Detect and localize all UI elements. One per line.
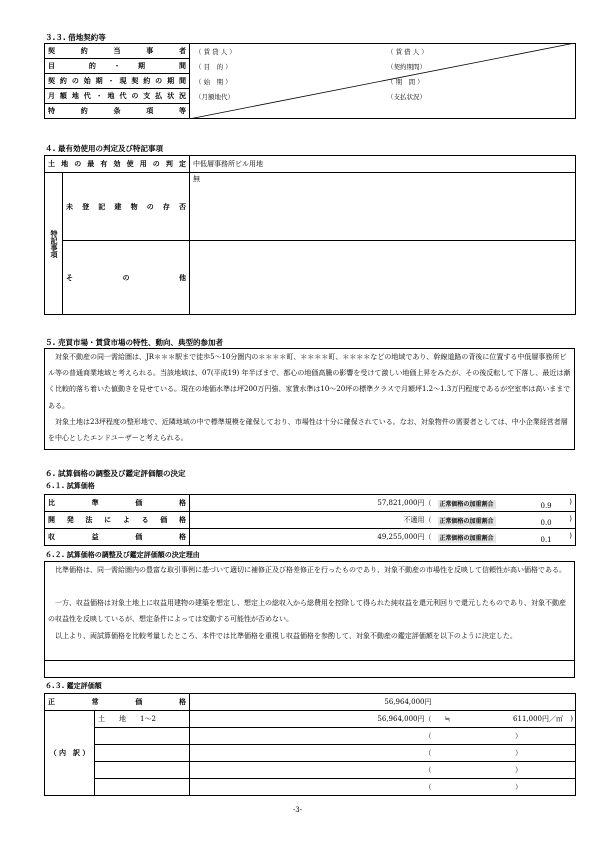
normal-price-label: 正 常 価 格: [45, 694, 190, 711]
highest-best-use-table: [44, 155, 576, 315]
breakdown-open: （: [190, 779, 435, 796]
breakdown-close: ）: [435, 728, 576, 745]
ratio-close: ): [569, 515, 572, 523]
ratio-value: 0.9: [540, 502, 552, 510]
breakdown-close: ）: [435, 762, 576, 779]
monthly-rent-label: （月額地代）: [195, 93, 234, 101]
other-label: そ の 他: [63, 241, 190, 315]
normal-price-value: 56,964,000円: [190, 694, 435, 711]
approx-sign: ≒: [444, 715, 451, 723]
land-label: 土 地 1～2: [95, 711, 190, 728]
row-label: 目 的 ・ 期 間: [45, 59, 190, 74]
price-label: 開発法による価格: [45, 512, 190, 529]
section-5-heading: ５. 売買市場・賃貸市場の特性、動向、典型的参加者: [45, 338, 223, 347]
section-6-heading: ６. 試算価格の調整及び鑑定評価額の決定: [45, 469, 186, 478]
reason-paragraph-3: 以上より、両試算価格を比較考量したところ、本件では比準価格を重視し収益価格を参酌して、対象不動産の鑑定評価額を以下のように決定した。: [55, 632, 517, 640]
price-value: 49,255,000円（: [190, 529, 435, 546]
breakdown-item: [95, 779, 190, 796]
reason-divider: [44, 660, 574, 661]
ratio-label: 正常価格の加重割合: [439, 517, 494, 525]
section-3-3-heading: ３.３. 借地契約等: [45, 33, 106, 42]
judge-label: 土地の最有効使用の判定: [45, 156, 190, 173]
lessor-label: （ 賃 貸 人 ）: [195, 48, 236, 56]
price-label: 比 準 価 格: [45, 495, 190, 512]
unregistered-building-label: 未登記建物の存否: [63, 173, 190, 241]
contract-period-label: （契約期間）: [387, 63, 426, 71]
breakdown-item: [95, 762, 190, 779]
trial-price-table: [44, 494, 576, 546]
period-label: （ 期 間 ）: [387, 78, 424, 86]
row-label: 特 約 条 項 等: [45, 104, 190, 119]
reason-paragraph-1: 比準価格は、同一需給圏内の豊富な取引事例に基づいて適切に補修正及び格差修正を行ったものであり、対象不動産の市場性を反映して信頼性が高い価格である。: [55, 566, 566, 574]
breakdown-label: （ 内 訳 ）: [45, 711, 95, 796]
row-label: 契 約 当 事 者: [45, 44, 190, 59]
normal-price-blank: [435, 694, 576, 711]
land-unit-cell: [435, 711, 576, 728]
purpose-label: （ 目 的 ）: [195, 63, 232, 71]
payment-status-label: （支払状況）: [387, 93, 426, 101]
row-label: 契約の始期・現契約の期間: [45, 74, 190, 89]
row-label: 月額地代・地代の支払状況: [45, 89, 190, 104]
price-value: 不適用（: [190, 512, 435, 529]
breakdown-close: ）: [435, 779, 576, 796]
appraisal-value-table: [44, 693, 576, 796]
ratio-value: 0.1: [540, 536, 552, 544]
judge-value: 中低層事務所ビル用地: [190, 156, 576, 173]
price-ratio-cell: [435, 529, 576, 546]
other-value: [190, 241, 576, 315]
section-6-3-heading: ６.３. 鑑定評価額: [45, 682, 102, 690]
price-value: 57,821,000円（: [190, 495, 435, 512]
strike-diagonal: [189, 43, 575, 119]
land-unit-price: 611,000円／㎡: [513, 715, 563, 723]
special-notes-label: 特記事項: [45, 173, 63, 315]
page-number: -3-: [292, 806, 303, 814]
section-6-2-heading: ６.２. 試算価格の調整及び鑑定評価額の決定理由: [45, 551, 200, 559]
market-paragraph-2: 対象土地は23坪程度の整形地で、近隣地域の中で標準規模を確保しており、市場性は十分に確保されている。なお、対象物件の需要者としては、中小企業経営者層を中心としたエンドユーザーと考えられる。: [48, 418, 568, 443]
breakdown-item: [95, 745, 190, 762]
start-label: （ 始 期 ）: [195, 78, 232, 86]
land-unit-close: ): [570, 715, 573, 723]
land-value: 56,964,000円（: [190, 711, 435, 728]
ratio-close: ): [569, 532, 572, 540]
lessee-label: （ 賃 借 人 ）: [387, 48, 428, 56]
ratio-label: 正常価格の加重割合: [439, 534, 494, 542]
reason-paragraph-2: 一方、収益価格は対象土地上に収益用建物の建築を想定し、想定上の総収入から総費用を控除して得られた純収益を還元利回りで還元したものであり、対象不動産の収益性を反映しているが、想定条件によっては変動する可能性が否めない。: [48, 599, 566, 624]
breakdown-close: ）: [435, 745, 576, 762]
breakdown-item: [95, 728, 190, 745]
section-4-heading: ４. 最有効使用の判定及び特記事項: [45, 144, 163, 153]
price-label: 収 益 価 格: [45, 529, 190, 546]
price-ratio-cell: [435, 495, 576, 512]
breakdown-open: （: [190, 745, 435, 762]
ratio-label: 正常価格の加重割合: [439, 500, 494, 508]
ratio-value: 0.0: [540, 519, 552, 527]
unregistered-building-value: 無: [190, 173, 576, 241]
breakdown-open: （: [190, 728, 435, 745]
ratio-close: ): [569, 498, 572, 506]
section-6-1-heading: ６.１. 試算価格: [45, 482, 95, 490]
market-paragraph-1: 対象不動産の同一需給圏は、JR＊＊＊駅まで徒歩5～10分圏内の＊＊＊＊町、＊＊＊＊町、＊＊＊＊などの地域であり、幹線道路の背後に位置する中低層事務所ビル等の普通商業地域と考えられる。当該地域は、07(平成19) 年半ばまで、都心の地価高騰の影響を受けて激しい地価上昇をみたが、その後反転して下落し、最近は漸く比較的落ち着いた値動きを見せている。現在の地価水準は坪200万円強、家賃水準は10～20坪の標準クラスで月額坪1.2～1.3万円程度であるが空室率は高いままである。: [48, 353, 571, 410]
price-ratio-cell: [435, 512, 576, 529]
breakdown-open: （: [190, 762, 435, 779]
